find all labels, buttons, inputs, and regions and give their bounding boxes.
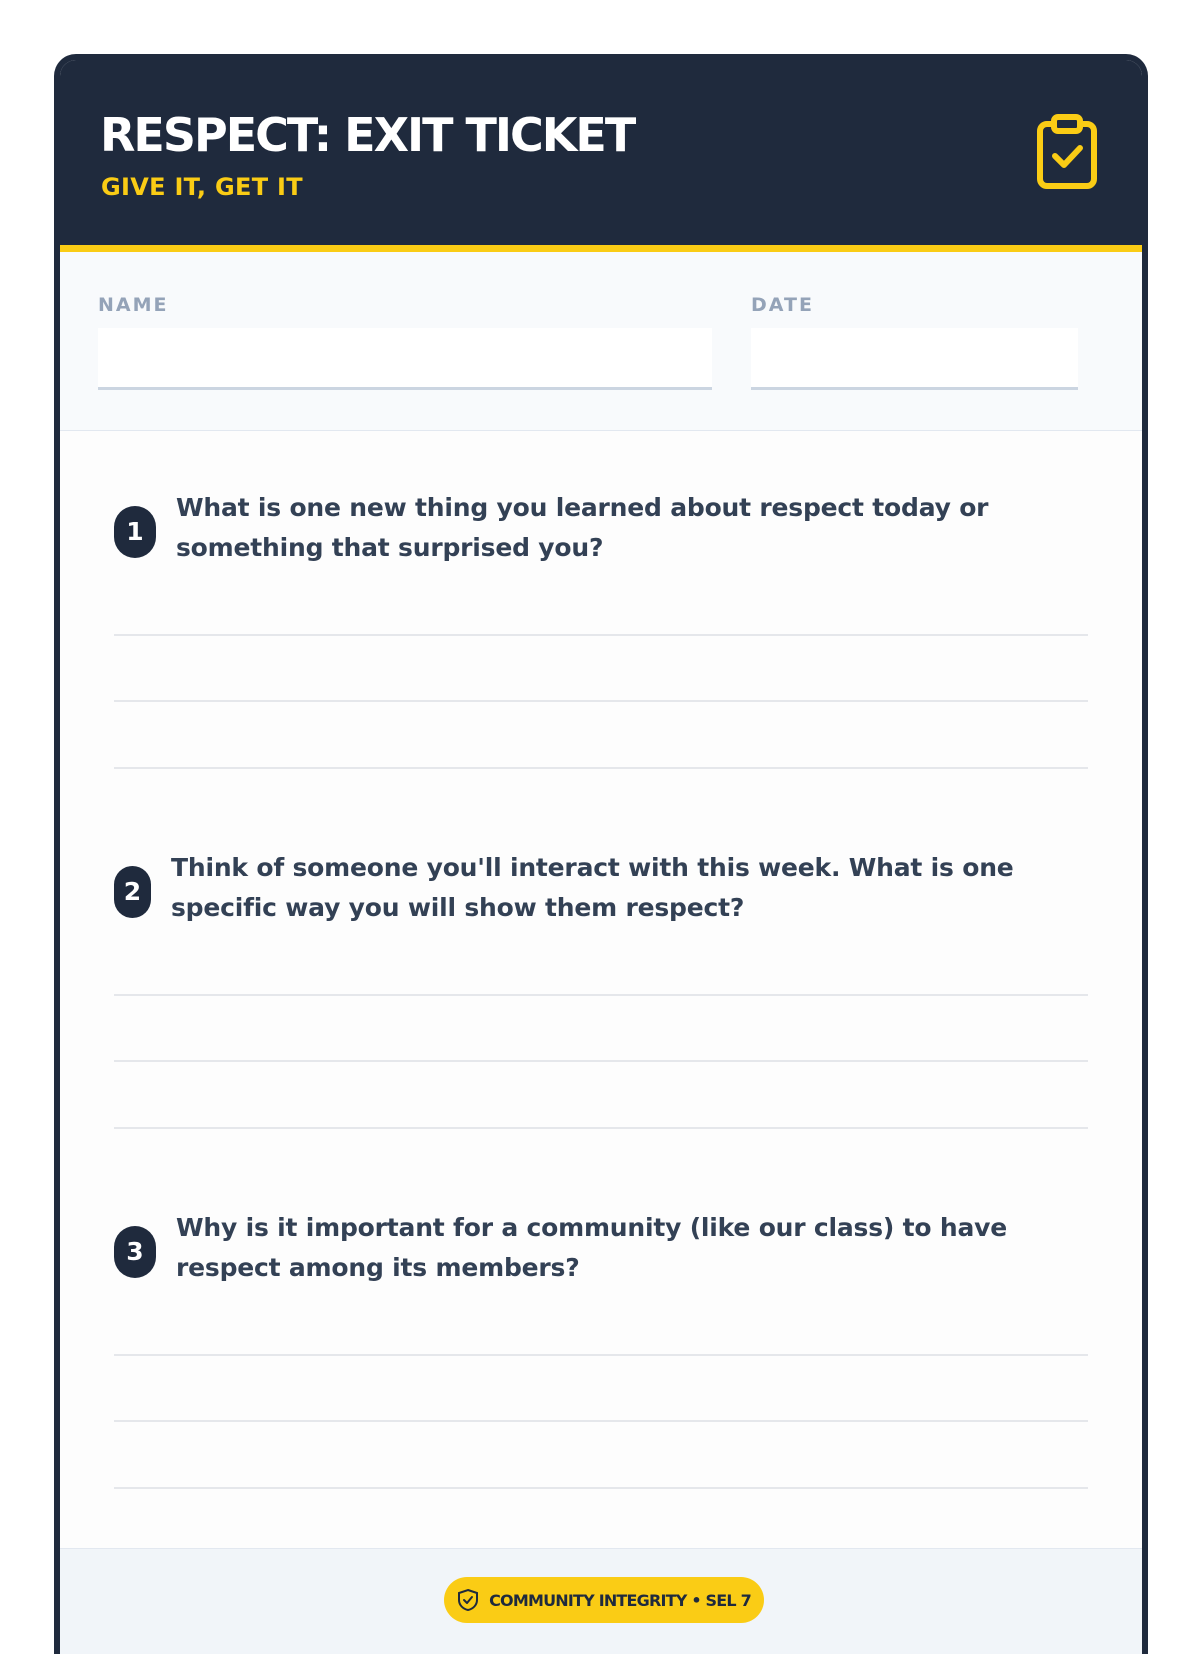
question-text: What is one new thing you learned about respect today or something that surprised you? xyxy=(176,493,989,562)
question-text: Why is it important for a community (like our class) to have respect among its members? xyxy=(176,1213,1007,1282)
student-info xyxy=(60,252,1142,431)
answer-line[interactable] xyxy=(114,767,1088,769)
answer-line[interactable] xyxy=(114,1127,1088,1129)
clipboard-check-icon xyxy=(1036,114,1098,190)
question-number-badge: 3 xyxy=(114,1226,156,1278)
page-subtitle: GIVE IT, GET IT xyxy=(101,173,303,201)
question-number-badge: 2 xyxy=(114,866,151,918)
page-title: RESPECT: EXIT TICKET xyxy=(100,108,635,162)
name-label: NAME xyxy=(98,294,169,316)
question-number-badge: 1 xyxy=(114,506,156,558)
answer-line[interactable] xyxy=(114,1487,1088,1489)
badge-text: COMMUNITY INTEGRITY • SEL 7 xyxy=(489,1590,751,1610)
answer-line[interactable] xyxy=(114,634,1088,636)
shield-check-icon xyxy=(457,1588,479,1612)
header xyxy=(60,60,1142,252)
answer-line[interactable] xyxy=(114,1354,1088,1356)
answer-line[interactable] xyxy=(114,994,1088,996)
date-field[interactable] xyxy=(751,328,1078,390)
answer-line[interactable] xyxy=(114,700,1088,702)
name-field[interactable] xyxy=(98,328,712,390)
answer-line[interactable] xyxy=(114,1420,1088,1422)
exit-ticket-card xyxy=(54,54,1148,1654)
unit-badge xyxy=(444,1577,764,1623)
footer xyxy=(60,1548,1142,1654)
date-label: DATE xyxy=(751,294,814,316)
question-text: Think of someone you'll interact with this week. What is one specific way you will show them respect? xyxy=(171,853,1014,922)
answer-line[interactable] xyxy=(114,1060,1088,1062)
